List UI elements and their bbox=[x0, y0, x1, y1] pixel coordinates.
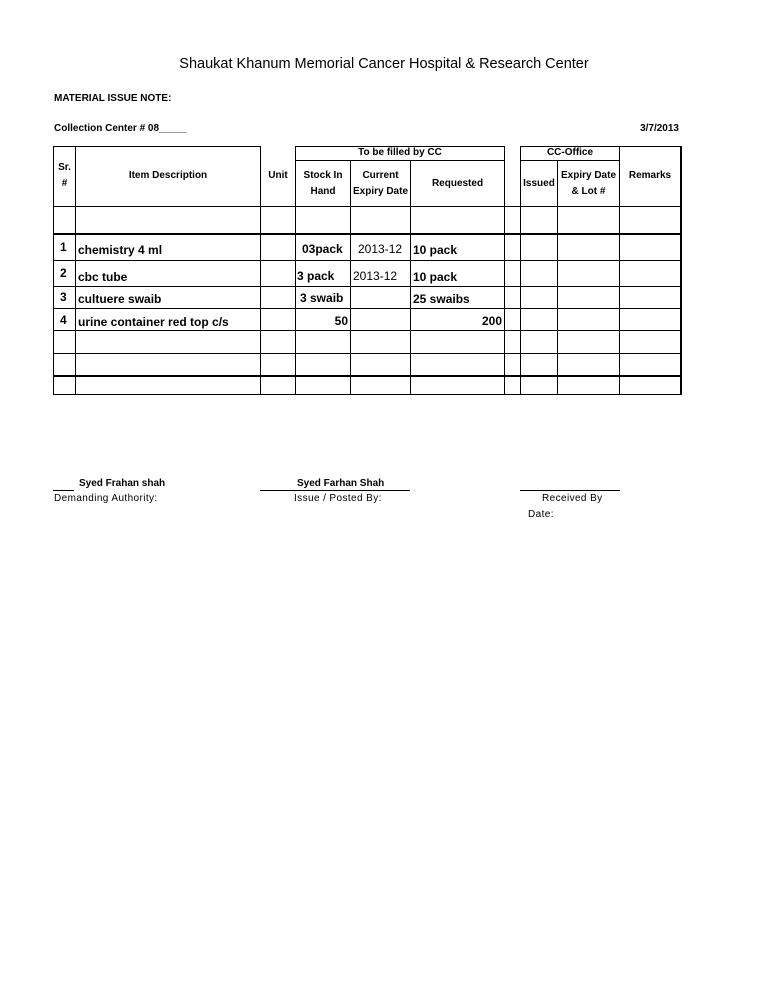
grid-line bbox=[680, 146, 682, 395]
col-header-remarks: Remarks bbox=[628, 170, 672, 181]
row-item: urine container red top c/s bbox=[78, 315, 229, 329]
grid-line bbox=[53, 308, 682, 309]
demanding-authority-label: Demanding Authority: bbox=[54, 493, 158, 504]
row-item: cultuere swaib bbox=[78, 292, 162, 306]
row-expiry: 2013-12 bbox=[358, 242, 403, 256]
signature-line bbox=[520, 490, 620, 491]
col-header-expiry: Current Expiry Date bbox=[352, 169, 409, 197]
row-item: cbc tube bbox=[78, 270, 128, 284]
issue-posted-label: Issue / Posted By: bbox=[294, 493, 382, 504]
received-by-label: Received By bbox=[542, 493, 603, 504]
row-sr: 1 bbox=[60, 240, 67, 254]
col-header-expiry-lot: Expiry Date & Lot # bbox=[560, 169, 617, 197]
grid-line bbox=[504, 146, 505, 395]
signature-line bbox=[260, 490, 410, 491]
col-header-issued: Issued bbox=[523, 177, 555, 189]
date-label: Date: bbox=[528, 509, 554, 520]
row-stock: 3 swaib bbox=[300, 291, 344, 305]
grid-line bbox=[53, 330, 682, 331]
grid-line bbox=[53, 146, 260, 147]
grid-line bbox=[53, 206, 682, 207]
row-item: chemistry 4 ml bbox=[78, 243, 163, 257]
col-header-item: Item Description bbox=[128, 170, 208, 181]
grid-line bbox=[53, 394, 682, 395]
row-sr: 4 bbox=[60, 313, 67, 327]
collection-center-label: Collection Center # 08_____ bbox=[54, 123, 187, 134]
document-date: 3/7/2013 bbox=[640, 123, 679, 134]
grid-line bbox=[53, 353, 682, 354]
row-stock: 3 pack bbox=[297, 269, 335, 283]
col-header-stock: Stock In Hand bbox=[303, 169, 343, 197]
group-header-office: CC-Office bbox=[546, 147, 594, 158]
signature-line bbox=[53, 490, 74, 491]
col-header-requested: Requested bbox=[431, 177, 484, 189]
document-title: Shaukat Khanum Memorial Cancer Hospital & Research Center bbox=[179, 56, 589, 72]
issue-posted-name: Syed Farhan Shah bbox=[297, 478, 385, 489]
material-issue-note-label: MATERIAL ISSUE NOTE: bbox=[54, 93, 172, 104]
row-sr: 3 bbox=[60, 290, 67, 304]
row-sr: 2 bbox=[60, 266, 67, 280]
row-requested: 10 pack bbox=[413, 243, 458, 257]
col-header-sr: Sr. # bbox=[58, 162, 71, 189]
row-expiry: 2013-12 bbox=[353, 269, 398, 283]
row-requested: 10 pack bbox=[413, 270, 458, 284]
grid-line bbox=[53, 260, 682, 261]
grid-line bbox=[53, 375, 682, 377]
grid-line bbox=[53, 233, 682, 235]
demanding-authority-name: Syed Frahan shah bbox=[79, 478, 166, 489]
row-stock: 03pack bbox=[302, 242, 343, 256]
group-header-cc: To be filled by CC bbox=[358, 147, 442, 158]
row-stock: 50 bbox=[334, 314, 348, 328]
grid-line bbox=[53, 286, 682, 287]
col-header-unit: Unit bbox=[268, 170, 288, 181]
row-requested: 200 bbox=[481, 314, 502, 328]
row-requested: 25 swaibs bbox=[413, 292, 470, 306]
